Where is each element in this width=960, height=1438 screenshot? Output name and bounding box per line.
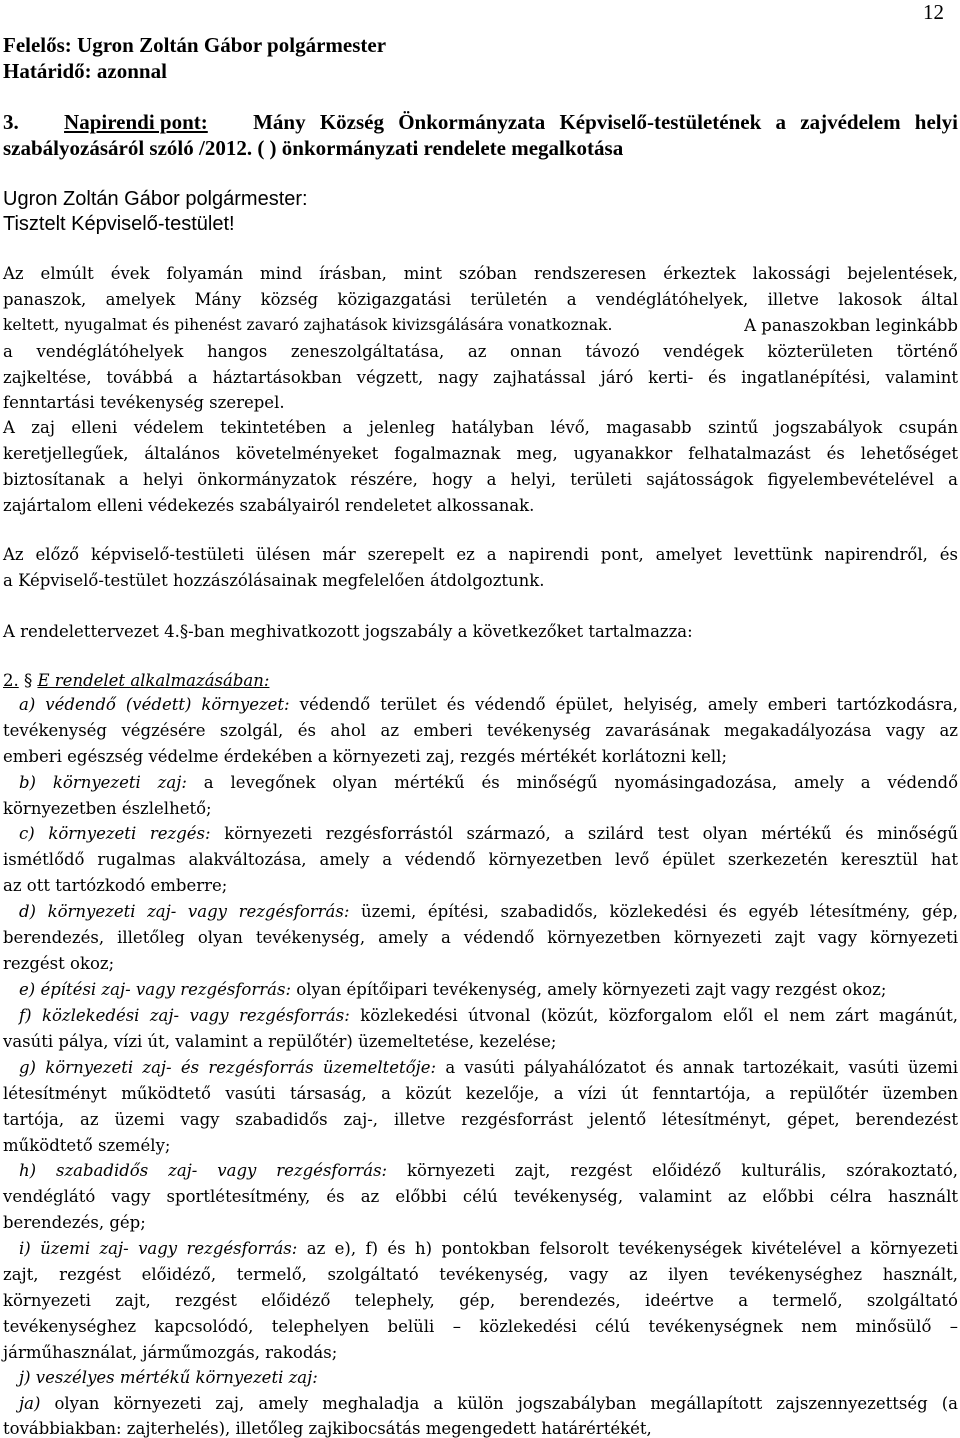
definition-term: c) környezeti rezgés: bbox=[19, 824, 211, 843]
agenda-label: Napirendi pont: bbox=[64, 110, 208, 134]
definition-text: olyan építőipari tevékenység, amely környezeti zajt vagy rezgést okoz; bbox=[296, 980, 887, 999]
definition-text: ismétlődő rugalmas alakváltozása, amely a védendő környezetben levő épület szerkezetén keresztül hat bbox=[3, 850, 958, 869]
definition-text: berendezés, gép; bbox=[3, 1213, 146, 1232]
definition-text: tevékenységhez kapcsolódó, telephelyen belüli – közlekedési célú tevékenységnek nem minősülő – bbox=[3, 1317, 958, 1336]
text-line: A zaj elleni védelem tekintetében a jelenleg hatályban lévő, magasabb szintű jogszabályok csupán bbox=[3, 418, 958, 437]
text-line: zajkeltése, továbbá a háztartásokban végzett, nagy zajhatással járó kerti- és ingatlanépítési, valamint bbox=[3, 368, 958, 387]
text-line: a Képviselő-testület hozzászólásainak megfelelően átdolgoztunk. bbox=[3, 571, 545, 590]
text-line bbox=[3, 876, 958, 895]
definition-text: tartója, az üzemi vagy szabadidős zaj-, illetve rezgésforrást jelentő létesítményt, gépet, berendezést bbox=[3, 1110, 958, 1129]
text-line bbox=[3, 1032, 958, 1051]
text-line: biztosítanak a helyi önkormányzatok részére, hogy a helyi, területi sajátosságok figyelembevételével a bbox=[3, 470, 958, 489]
text-line: zajártalom elleni védekezés szabályairól rendeletet alkossanak. bbox=[3, 496, 535, 515]
definition-text: zajt, rezgést előidéző, termelő, szolgáltató tevékenység, vagy az ilyen tevékenységhez használt, bbox=[3, 1265, 958, 1284]
agenda-title-line2: szabályozásáról szóló /2012. ( ) önkormányzati rendelete megalkotása bbox=[3, 136, 624, 160]
definition-text: környezeti rezgésforrástól származó, a szilárd test olyan mértékű és minőségű bbox=[224, 824, 959, 843]
definition-term: h) szabadidős zaj- vagy rezgésforrás: bbox=[19, 1161, 388, 1180]
definition-text: üzemi, építési, szabadidős, közlekedési és egyéb létesítmény, gép, bbox=[361, 902, 958, 921]
definition-text: környezetben észlelhető; bbox=[3, 799, 212, 818]
definition-text: továbbiakban: zajterhelés), illetőleg zajkibocsátás megengedett határértékét, bbox=[3, 1419, 652, 1438]
definition-term: g) környezeti zaj- és rezgésforrás üzemeltetője: bbox=[19, 1058, 437, 1077]
definition-text: járműhasználat, járműmozgás, rakodás; bbox=[3, 1343, 338, 1362]
definition-term: a) védendő (védett) környezet: bbox=[19, 695, 290, 714]
definition-text: védendő terület és védendő épület, helyiség, amely emberi tartózkodásra, bbox=[299, 695, 959, 714]
definition-text: létesítményt működtető vasúti társaság, a közút kezelője, a vízi út fenntartója, a repülőtér üzemben bbox=[3, 1084, 958, 1103]
definition-text: működtető személy; bbox=[3, 1136, 171, 1155]
definition-text: tevékenység végzésére szolgál, és ahol az emberi tevékenység zavarásának megakadályozása vagy az bbox=[3, 721, 958, 740]
text-line: Az előző képviselő-testületi ülésen már szerepelt ez a napirendi pont, amelyet levettünk napirendről, és bbox=[3, 545, 958, 564]
definition-item bbox=[3, 980, 958, 999]
definition-text: az ott tartózkodó emberre; bbox=[3, 876, 228, 895]
text-line bbox=[3, 799, 958, 818]
definition-text: környezeti zajt, rezgést előidéző telephely, gép, berendezés, ideértve a termelő, szolgáltató bbox=[3, 1291, 958, 1310]
definition-term: d) környezeti zaj- vagy rezgésforrás: bbox=[19, 902, 350, 921]
text-segment: A panaszokban leginkább bbox=[744, 316, 958, 335]
text-line bbox=[3, 1213, 958, 1232]
text-line bbox=[3, 1136, 958, 1155]
definition-term: i) üzemi zaj- vagy rezgésforrás: bbox=[19, 1239, 298, 1258]
section-sign: § bbox=[24, 671, 33, 690]
text-line bbox=[3, 1343, 958, 1362]
definition-text: a levegőnek olyan mértékű és minőségű nyomásingadozása, amely a védendő bbox=[203, 773, 958, 792]
responsible-line: Felelős: Ugron Zoltán Gábor polgármester bbox=[3, 33, 387, 57]
text-line: a vendéglátóhelyek hangos zeneszolgáltatása, az onnan távozó vendégek közterületen történő bbox=[3, 342, 958, 361]
greeting: Tisztelt Képviselő-testület! bbox=[3, 213, 235, 235]
definition-text: rezgést okoz; bbox=[3, 954, 115, 973]
agenda-heading bbox=[3, 110, 958, 135]
text-line bbox=[3, 316, 958, 335]
text-line: panaszok, amelyek Mány község közigazgatási területén a vendéglátóhelyek, illetve lakosok által bbox=[3, 290, 958, 309]
text-line: fenntartási tevékenység szerepel. bbox=[3, 393, 285, 412]
definition-text: vendéglátó vagy sportlétesítmény, és az előbbi célú tevékenység, valamint az előbbi célra használt bbox=[3, 1187, 958, 1206]
speaker: Ugron Zoltán Gábor polgármester: bbox=[3, 188, 308, 210]
definition-text: vasúti pálya, vízi út, valamint a repülőtér) üzemeltetése, kezelése; bbox=[3, 1032, 557, 1051]
section-title: E rendelet alkalmazásában: bbox=[37, 671, 270, 690]
agenda-title-line1: Mány Község Önkormányzata Képviselő-testületének a zajvédelem helyi bbox=[253, 110, 958, 134]
definition-text: környezeti zajt, rezgést előidéző kulturális, szórakoztató, bbox=[407, 1161, 959, 1180]
definition-text: az e), f) és h) pontokban felsorolt tevékenységek kivételével a környezeti bbox=[306, 1239, 959, 1258]
paragraph-4: A rendelettervezet 4.§-ban meghivatkozott jogszabály a következőket tartalmazza: bbox=[3, 622, 693, 641]
text-line bbox=[3, 1419, 958, 1438]
page-number: 12 bbox=[923, 0, 944, 24]
definition-term: ja) bbox=[19, 1394, 41, 1413]
definition-text: a vasúti pályahálózatot és annak tartozékait, vasúti üzemi bbox=[445, 1058, 959, 1077]
text-line bbox=[3, 954, 958, 973]
text-line: Az elmúlt évek folyamán mind írásban, mint szóban rendszeresen érkeztek lakossági bejelentések, bbox=[3, 264, 958, 283]
definition-text: olyan környezeti zaj, amely meghaladja a külön jogszabályban megállapított zajszennyezettség (a bbox=[54, 1394, 958, 1413]
definition-term: b) környezeti zaj: bbox=[19, 773, 187, 792]
text-segment: keltett, nyugalmat és pihenést zavaró zajhatások kivizsgálására vonatkoznak. bbox=[3, 316, 613, 334]
definition-text: berendezés, illetőleg olyan tevékenység, amely a védendő környezetben környezeti zajt vagy környezeti bbox=[3, 928, 958, 947]
agenda-number: 3. bbox=[3, 110, 19, 134]
text-line bbox=[3, 747, 958, 766]
text-line: keretjellegűek, általános követelményeket fogalmaznak meg, ugyanakkor felhatalmazást és lehetőséget bbox=[3, 444, 958, 463]
definition-item bbox=[3, 1368, 958, 1387]
definition-text: emberi egészség védelme érdekében a környezeti zaj, rezgés mértékét korlátozni kell; bbox=[3, 747, 728, 766]
definition-term: e) építési zaj- vagy rezgésforrás: bbox=[19, 980, 292, 999]
definition-text: közlekedési útvonal (közút, közforgalom elől el nem zárt magánút, bbox=[360, 1006, 959, 1025]
section-heading bbox=[3, 671, 269, 690]
section-number: 2. bbox=[3, 671, 19, 690]
definition-term: j) veszélyes mértékű környezeti zaj: bbox=[19, 1368, 318, 1387]
definition-term: f) közlekedési zaj- vagy rezgésforrás: bbox=[19, 1006, 350, 1025]
deadline-line: Határidő: azonnal bbox=[3, 59, 167, 83]
